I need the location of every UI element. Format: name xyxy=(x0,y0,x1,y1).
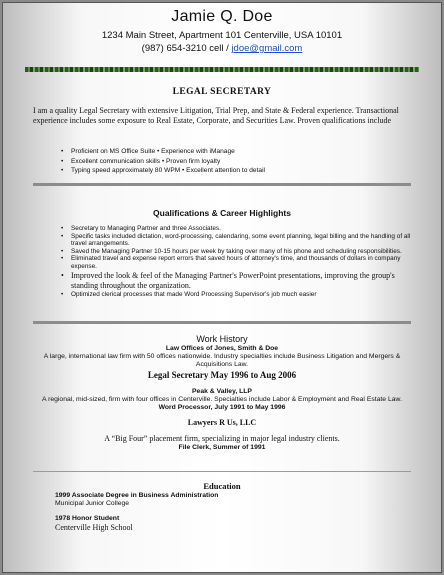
education-list xyxy=(55,492,411,533)
contact-line xyxy=(3,43,441,54)
qualification-item: • Specific tasks included dictation, word-processing, calendaring, some event planning, legal billing and the handling of all travel arrangements. xyxy=(61,233,415,248)
skill-item: • Proficient on MS Office Suite • Experience with iManage xyxy=(61,147,411,157)
applicant-name: Jamie Q. Doe xyxy=(171,8,273,25)
email-link[interactable]: jdoe@gmail.com xyxy=(231,43,303,54)
degree-line: 1999 Associate Degree in Business Administration xyxy=(55,492,219,499)
qualifications-list xyxy=(61,225,415,298)
position-dates: Word Processor, July 1991 to May 1996 xyxy=(158,404,286,411)
address-line: 1234 Main Street, Apartment 101 Centerville, USA 10101 xyxy=(101,30,343,41)
school-line: Municipal Junior College xyxy=(55,500,130,507)
qualification-item: • Improved the look & feel of the Managing Partner's PowerPoint presentations, improving the group's standing throughout the organization. xyxy=(61,271,415,291)
skill-item: • Typing speed approximately 80 WPM • Excellent attention to detail xyxy=(61,166,411,176)
work-history-heading: Work History xyxy=(196,334,248,344)
skill-item: • Excellent communication skills • Proven firm loyalty xyxy=(61,157,411,167)
qualifications-heading: Qualifications & Career Highlights xyxy=(153,208,291,218)
qualification-item: • Optimized clerical processes that made Word Processing Supervisor's job much easier xyxy=(61,291,415,299)
employer-name: Law Offices of Jones, Smith & Doe xyxy=(165,345,279,352)
resume-page xyxy=(2,2,442,573)
employer-name: Lawyers R Us, LLC xyxy=(187,418,257,427)
work-history-section xyxy=(27,334,417,452)
education-heading: Education xyxy=(203,481,241,491)
employer-description: A regional, mid-sized, firm with four offices in Centerville. Specialties include Labor & Employment and Real Estate Law. xyxy=(42,396,402,403)
qualification-item: • Saved the Managing Partner 10-15 hours per week by taking over many of his phone and scheduling responsibilities. xyxy=(61,248,415,256)
employer-name: Peak & Valley, LLP xyxy=(192,388,252,395)
skills-list xyxy=(61,147,411,176)
school-line: Centerville High School xyxy=(55,523,133,532)
qualification-item: • Eliminated travel and expense report errors that saved hours of attorney's time, and thousands of dollars in company expense. xyxy=(61,255,415,270)
employer-description: A “Big Four” placement firm, specializing in major legal industry clients. xyxy=(104,434,340,443)
employer-description: A large, international law firm with 50 offices nationwide. Industry specialties include Business Litigation and Mergers & Acquisitions Law. xyxy=(43,353,401,368)
position-dates: File Clerk, Summer of 1991 xyxy=(178,444,266,451)
section-divider xyxy=(33,183,411,186)
qualification-item: • Secretary to Managing Partner and three Associates. xyxy=(61,225,415,233)
section-divider xyxy=(33,471,411,472)
degree-line: 1978 Honor Student xyxy=(55,515,120,522)
position-dates: Legal Secretary May 1996 to Aug 2006 xyxy=(147,370,297,380)
header-divider-band xyxy=(25,67,419,72)
job-title: LEGAL SECRETARY xyxy=(172,87,272,97)
summary-paragraph: I am a quality Legal Secretary with extensive Litigation, Trial Prep, and State & Federal experience. Transactional experience includes some exposure to Real Estate, Corporate, and Securities Law. Proven qualifications include xyxy=(33,106,399,125)
section-divider xyxy=(33,321,411,324)
phone-text: (987) 654-3210 cell / xyxy=(141,43,232,54)
